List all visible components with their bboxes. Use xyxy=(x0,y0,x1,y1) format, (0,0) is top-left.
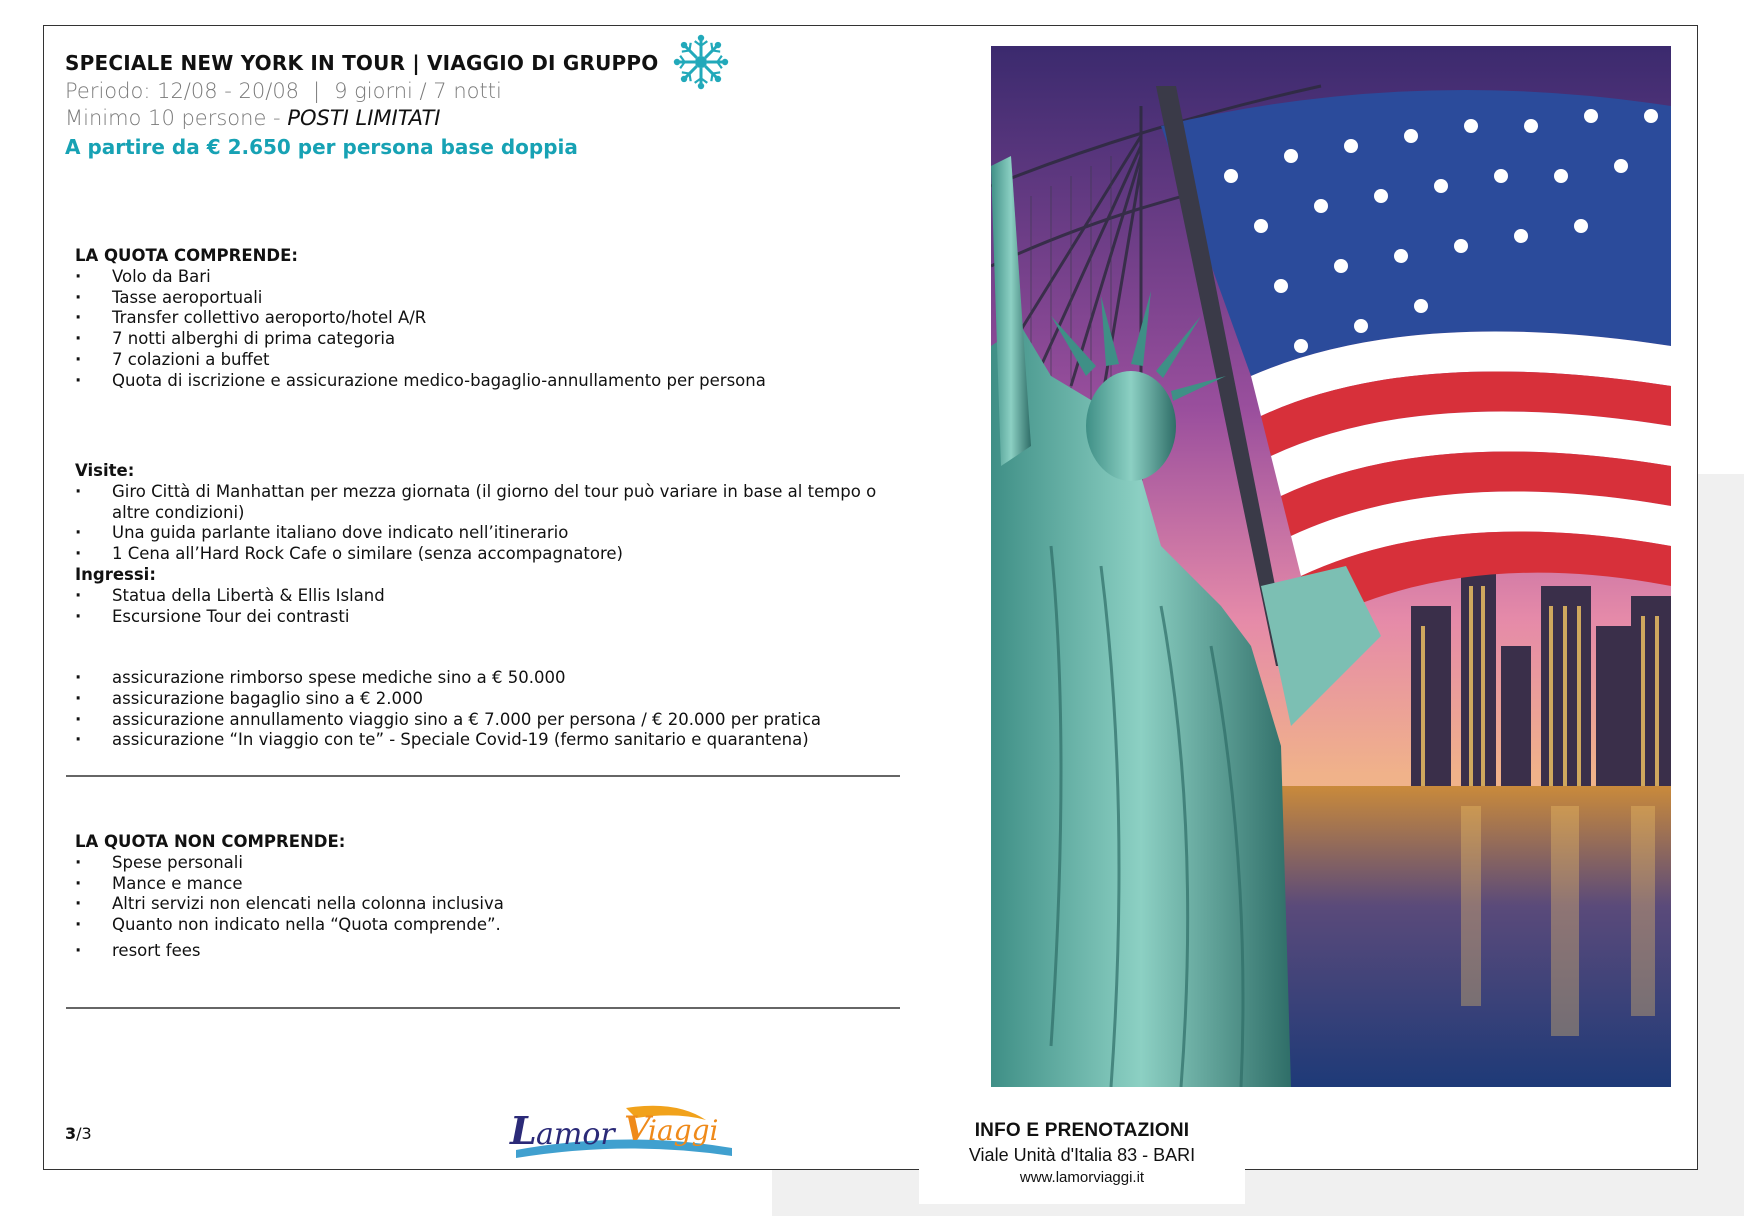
duration: 9 giorni / 7 notti xyxy=(334,79,502,103)
list-item: · Quota di iscrizione e assicurazione medico-bagaglio-annullamento per persona xyxy=(75,371,915,392)
minimum-line xyxy=(65,105,925,132)
visits-section xyxy=(75,461,915,627)
minimum-persons: Minimo 10 persone - xyxy=(65,106,288,130)
divider-line xyxy=(66,775,900,777)
list-item: · assicurazione bagaglio sino a € 2.000 xyxy=(75,689,915,710)
statue-of-liberty-photo xyxy=(991,46,1671,1087)
list-item: · assicurazione annullamento viaggio sino a € 7.000 per persona / € 20.000 per pratica xyxy=(75,710,915,731)
svg-text:V: V xyxy=(624,1109,651,1149)
price-line: A partire da € 2.650 per persona base doppia xyxy=(65,135,578,159)
excludes-title: LA QUOTA NON COMPRENDE: xyxy=(75,832,346,851)
list-item: · Tasse aeroportuali xyxy=(75,288,915,309)
page-title: SPECIALE NEW YORK IN TOUR | VIAGGIO DI GRUPPO xyxy=(65,51,659,75)
period: Periodo: 12/08 - 20/08 xyxy=(65,79,300,103)
page-current: 3 xyxy=(65,1124,77,1143)
list-item: · assicurazione rimborso spese mediche sino a € 50.000 xyxy=(75,668,915,689)
visits-list xyxy=(75,482,915,565)
list-item: · Quanto non indicato nella “Quota comprende”. xyxy=(75,915,915,936)
list-item: · assicurazione “In viaggio con te” - Speciale Covid-19 (fermo sanitario e quarantena) xyxy=(75,730,915,751)
info-title: INFO E PRENOTAZIONI xyxy=(974,1120,1190,1141)
list-item: · 7 colazioni a buffet xyxy=(75,350,915,371)
info-address: Viale Unità d'Italia 83 - BARI xyxy=(968,1145,1196,1165)
lamorviaggi-logo xyxy=(506,1100,742,1162)
list-item: · Transfer collettivo aeroporto/hotel A/R xyxy=(75,308,915,329)
includes-section xyxy=(75,246,915,392)
list-item: · Volo da Bari xyxy=(75,267,915,288)
period-separator: | xyxy=(313,79,321,103)
list-item: · Una guida parlante italiano dove indicato nell’itinerario xyxy=(75,523,915,544)
divider-line xyxy=(66,1007,900,1009)
list-item: · 1 Cena all’Hard Rock Cafe o similare (senza accompagnatore) xyxy=(75,544,915,565)
list-item: · Giro Città di Manhattan per mezza giornata (il giorno del tour può variare in base al tempo o altre condizioni) xyxy=(75,482,915,524)
header xyxy=(65,48,925,162)
period-line xyxy=(65,78,925,105)
page-total: /3 xyxy=(76,1124,92,1143)
includes-title: LA QUOTA COMPRENDE: xyxy=(75,246,298,265)
list-item: · Mance e mance xyxy=(75,874,915,895)
visits-title: Visite: xyxy=(75,461,135,480)
list-item: · Statua della Libertà & Ellis Island xyxy=(75,586,915,607)
entries-title: Ingressi: xyxy=(75,564,156,584)
list-item: · resort fees xyxy=(75,941,915,962)
list-item: · Spese personali xyxy=(75,853,915,874)
limited-seats: POSTI LIMITATI xyxy=(287,106,441,130)
includes-list xyxy=(75,267,915,392)
list-item: · Escursione Tour dei contrasti xyxy=(75,607,915,628)
list-item: · 7 notti alberghi di prima categoria xyxy=(75,329,915,350)
svg-text:amor: amor xyxy=(536,1117,615,1152)
insurance-list xyxy=(75,668,915,751)
entries-list xyxy=(75,586,915,628)
info-box xyxy=(919,1108,1245,1204)
excludes-list xyxy=(75,853,915,962)
info-website-link[interactable]: www.lamorviaggi.it xyxy=(1019,1169,1145,1186)
list-item: · Altri servizi non elencati nella colonna inclusiva xyxy=(75,894,915,915)
page-number xyxy=(65,1124,92,1143)
insurance-section xyxy=(75,668,915,751)
svg-text:iaggi: iaggi xyxy=(648,1114,719,1147)
svg-text:L: L xyxy=(510,1108,537,1153)
excludes-section xyxy=(75,832,915,962)
snowflake-icon xyxy=(672,33,730,91)
